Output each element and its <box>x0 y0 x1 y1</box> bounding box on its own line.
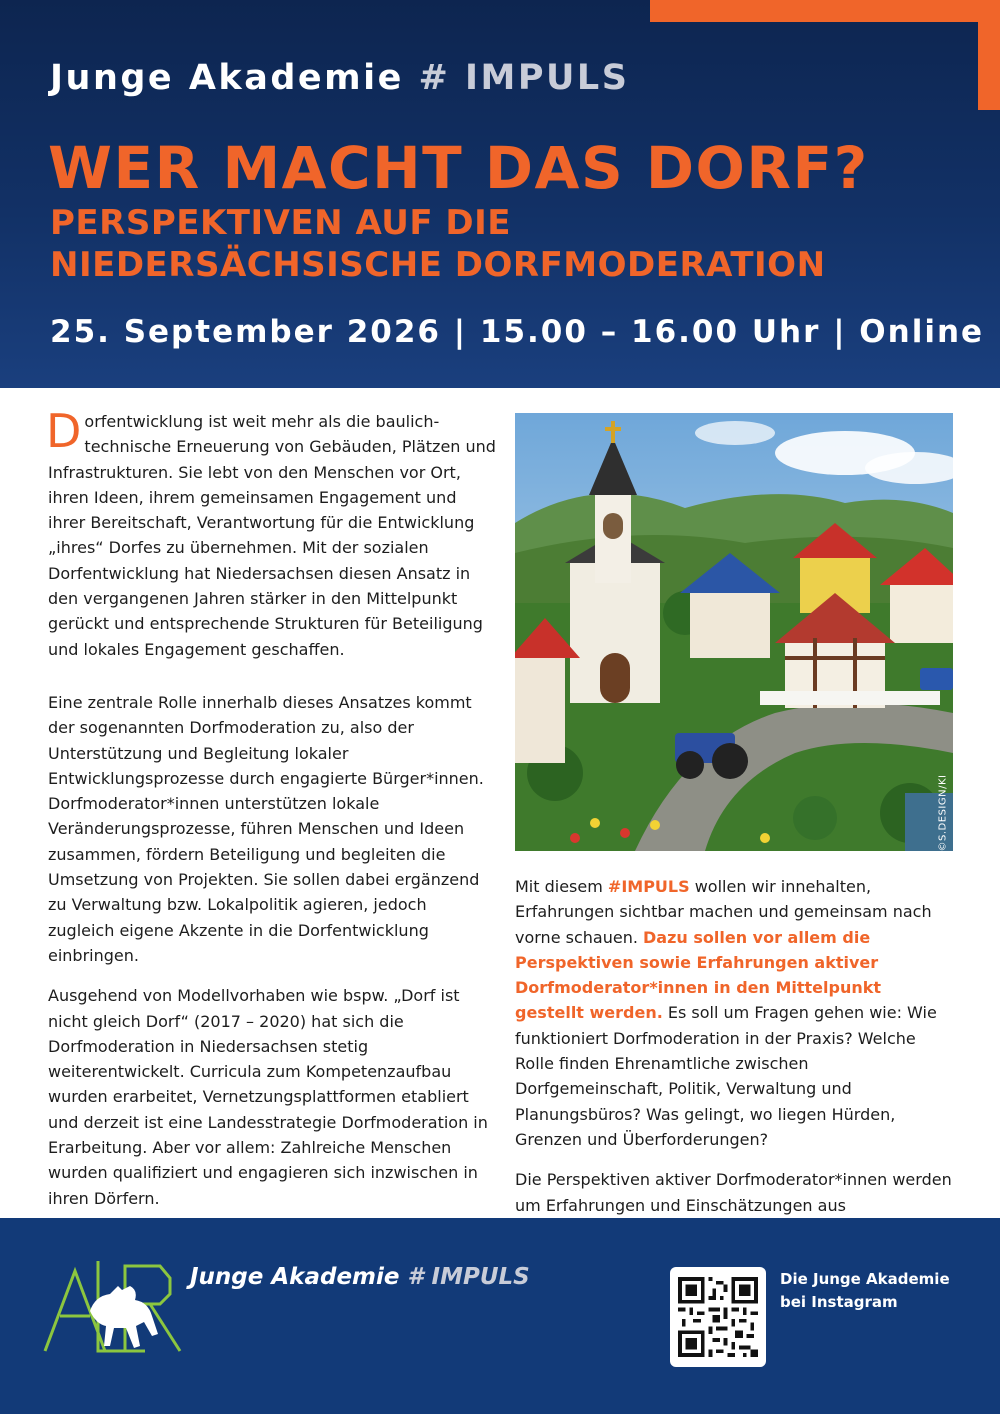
image-credit <box>936 775 950 850</box>
impuls-paragraph <box>515 874 955 1152</box>
event-date-time-location: 25. September 2026 | 15.00 – 16.00 Uhr | Online <box>50 314 985 350</box>
subtitle-line-2: NIEDERSÄCHSISCHE DORFMODERATION <box>50 245 826 285</box>
event-subtitle <box>50 202 826 286</box>
image-credit-text: ©S.DESIGN/KI <box>937 774 949 851</box>
orange-corner-bar <box>650 0 1000 22</box>
instagram-caption-line-1: Die Junge Akademie <box>780 1270 950 1288</box>
impuls-paragraph-prefix: Mit diesem <box>515 877 608 896</box>
instagram-qr-code[interactable] <box>670 1267 766 1367</box>
instagram-caption-line-2: bei Instagram <box>780 1293 898 1311</box>
instagram-caption <box>780 1268 950 1314</box>
series-tag: # IMPULS <box>418 58 630 98</box>
series-name-text: Junge Akademie <box>50 58 404 98</box>
village-illustration <box>515 413 953 851</box>
footer-title-tag: # IMPULS <box>407 1264 530 1290</box>
subtitle-line-1: PERSPEKTIVEN AUF DIE <box>50 203 512 243</box>
orange-corner-bar-vertical <box>978 0 1000 110</box>
drop-cap: D <box>46 404 82 458</box>
history-paragraph: Ausgehend von Modellvorhaben wie bspw. „Dorf ist nicht gleich Dorf“ (2017 – 2020) hat sich die Dorfmoderation in Niedersachsen stetig weiterentwickelt. Curricula zum Kompetenzaufbau wurden erarbeitet, Vernetzungsplattformen etabliert und derzeit ist eine Landesstrategie Dorfmoderation in Erarbeitung. Aber vor allem: Zahlreiche Menschen wurden qualifiziert und engagieren sich inzwischen in ihren Dörfern. <box>48 986 488 1208</box>
intro-paragraph <box>46 404 498 675</box>
series-name <box>50 58 629 98</box>
right-text-column <box>515 874 955 1218</box>
header-banner <box>0 0 1000 388</box>
intro-paragraph-text: orfentwicklung ist weit mehr als die baulich-technische Erneuerung von Gebäuden, Plätzen und Infrastrukturen. Sie lebt von den Menschen vor Ort, ihren Ideen, ihrem gemeinsamen Engagement und ihrer Bereitschaft, Verantwortung für die Entwicklung „ihres“ Dorfes zu übernehmen. Mit der sozialen Dorfentwicklung hat Niedersachsen diesen Ansatz in den vergangenen Jahren stärker in den Mittelpunkt gerückt und entsprechende Strukturen für Beteiligung und lokales Engagement geschaffen. <box>48 412 496 659</box>
impuls-paragraph-mid: wollen wir innehalten, Erfahrungen sichtbar machen und gemeinsam nach vorne schauen. <box>515 877 932 947</box>
footer-title <box>190 1264 530 1290</box>
alr-logo <box>40 1256 190 1356</box>
impuls-highlight: Dazu sollen vor allem die Perspektiven sowie Erfahrungen aktiver Dorfmoderator*innen in den Mittelpunkt gestellt werden. <box>515 927 882 1023</box>
left-text-column <box>46 404 498 1211</box>
dorfmoderation-paragraph: Eine zentrale Rolle innerhalb dieses Ansatzes kommt der sogenannten Dorfmoderation zu, also der Unterstützung und Begleitung lokaler Entwicklungsprozesse durch engagierte Bürger*innen. Dorfmoderator*innen unterstützen lokale Veränderungsprozesse, führen Menschen und Ideen zusammen, fördern Beteiligung und begleiten die Umsetzung von Projekten. Sie sollen dabei ergänzend zu Verwaltung bzw. Lokalpolitik agieren, jedoch zugleich eigene Akzente in die Dorfentwicklung einbringen. <box>48 693 484 965</box>
event-title: WER MACHT DAS DORF? <box>48 134 869 202</box>
impuls-paragraph-suffix: Es soll um Fragen gehen wie: Wie funktioniert Dorfmoderation in der Praxis? Welche Rolle finden Ehrenamtliche zwischen Dorfgemeinschaft, Politik, Verwaltung und Planungsbüros? Was gelingt, wo liegen Hürden, Grenzen und Überforderungen? <box>515 1003 937 1149</box>
impuls-hashtag: #IMPULS <box>607 877 690 896</box>
perspectives-paragraph: Die Perspektiven aktiver Dorfmoderator*innen werden um Erfahrungen und Einschätzungen aus <box>515 1170 952 1215</box>
footer-title-name: Junge Akademie <box>190 1264 400 1290</box>
